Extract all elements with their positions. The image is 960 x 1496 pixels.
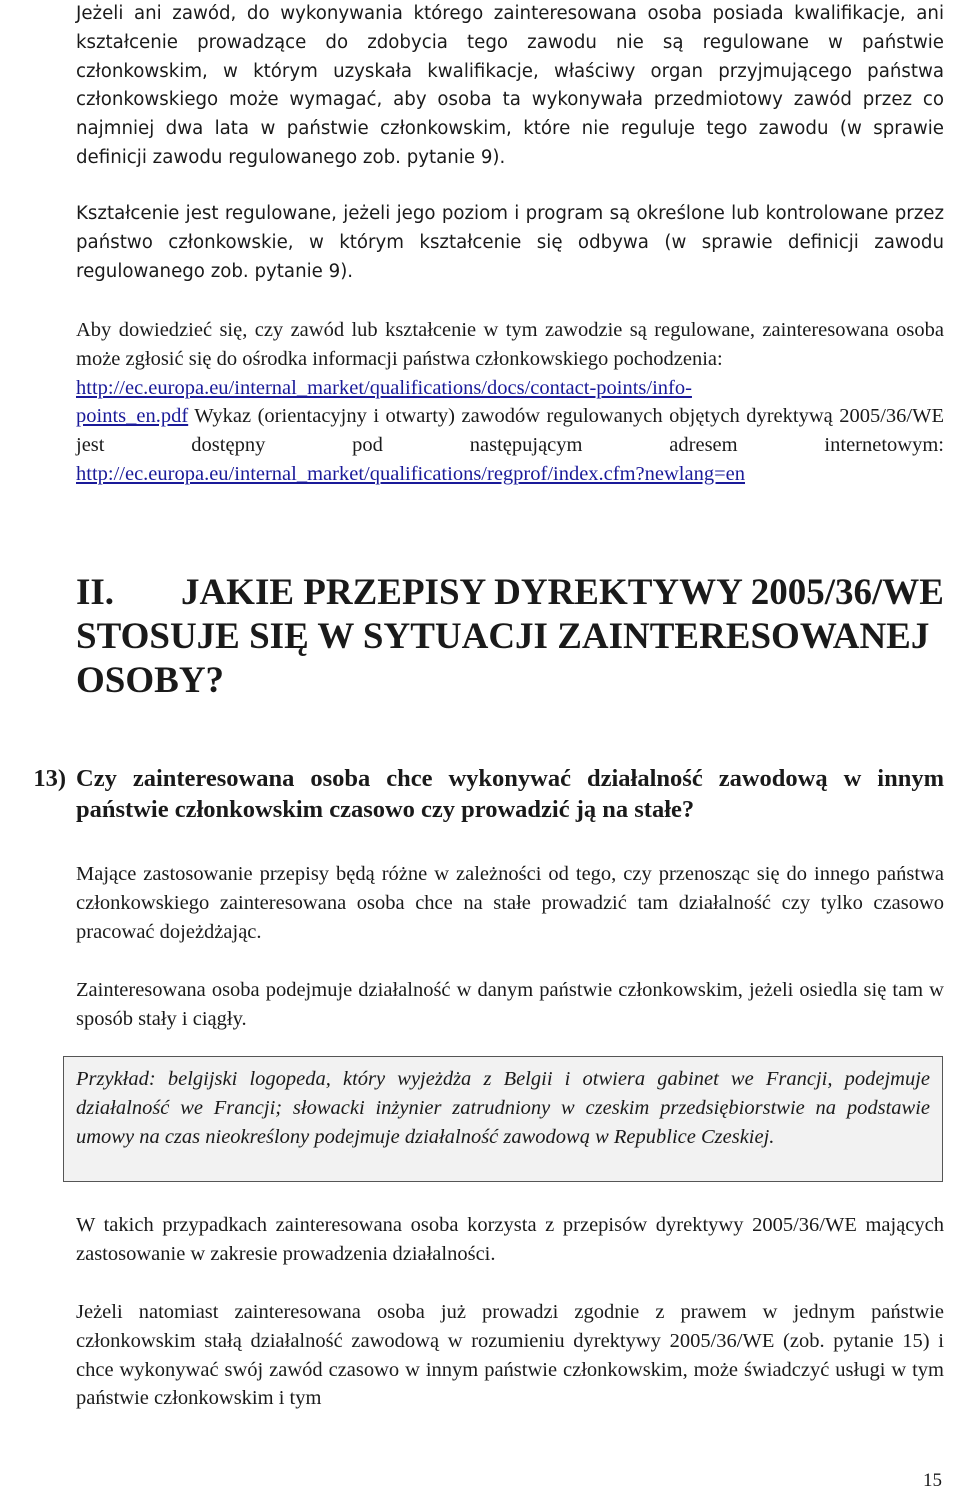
- section-title-line1: JAKIE PRZEPISY DYREKTYWY 2005/36/WE: [180, 572, 944, 613]
- paragraph-establishment-definition: Zainteresowana osoba podejmuje działalność w danym państwie członkowskim, jeżeli osiedla się tam w sposób stały i ciągły.: [76, 979, 944, 1030]
- paragraph-regulated-education: Kształcenie jest regulowane, jeżeli jego poziom i program są określone lub kontrolowane przez państwo członkowskie, w którym kształcenie się odbywa (w sprawie definicji zawodu regulowanego zob. pytanie 9).: [76, 203, 944, 282]
- example-box: [63, 1056, 943, 1182]
- information-centre-text: Aby dowiedzieć się, czy zawód lub kształcenie w tym zawodzie są regulowane, zainteresowana osoba może zgłosić się do ośrodka informacji państwa członkowskiego pochodzenia:: [76, 319, 944, 370]
- section-number: II.: [76, 572, 115, 613]
- question-title: Czy zainteresowana osoba chce wykonywać działalność zawodową w innym państwie członkowskim czasowo czy prowadzić ją na stałe?: [76, 765, 944, 823]
- question-number: 13): [33, 765, 66, 792]
- example-text: Przykład: belgijski logopeda, który wyjeżdża z Belgii i otwiera gabinet we Francji, podejmuje działalność we Francji; słowacki inżynier zatrudniony w czeskim przedsiębiorstwie na podstawie umowy na czas nieokreślony podejmuje działalność zawodową w Republice Czeskiej.: [76, 1068, 930, 1148]
- contact-points-link-line2[interactable]: points_en.pdf: [76, 405, 189, 428]
- paragraph-directive-provisions: W takich przypadkach zainteresowana osoba korzysta z przepisów dyrektywy 2005/36/WE mających zastosowanie w zakresie prowadzenia działalności.: [76, 1214, 944, 1265]
- page-number: 15: [923, 1470, 942, 1491]
- paragraph-qualification-requirement: Jeżeli ani zawód, do wykonywania którego zainteresowana osoba posiada kwalifikacje, ani kształcenie prowadzące do zdobycia tego zawodu nie są regulowane w państwie członkowskim, w którym uzyskała kwalifikacje, właściwy organ przyjmującego państwa członkowskiego może wymagać, aby osoba ta wykonywała przedmiotowy zawód przez co najmniej dwa lata w państwie członkowskim, które nie reguluje tego zawodu (w sprawie definicji zawodu regulowanego zob. pytanie 9).: [76, 3, 944, 168]
- section-title-line3: OSOBY?: [76, 660, 225, 701]
- regprof-database-link[interactable]: http://ec.europa.eu/internal_market/qualifications/regprof/index.cfm?newlang=en: [76, 462, 746, 485]
- contact-points-link-line1[interactable]: http://ec.europa.eu/internal_market/qualifications/docs/contact-points/info-: [76, 376, 692, 399]
- paragraph-temporary-services: Jeżeli natomiast zainteresowana osoba już prowadzi zgodnie z prawem w jednym państwie członkowskim stałą działalność zawodową w rozumieniu dyrektywy 2005/36/WE (zob. pytanie 15) i chce wykonywać swój zawód czasowo w innym państwie członkowskim, może świadczyć usługi w tym państwie członkowskim i tym: [76, 1301, 944, 1410]
- paragraph-information-centre: [76, 316, 944, 489]
- section-title: [76, 571, 944, 703]
- regulated-professions-list-text: Wykaz (orientacyjny i otwarty) zawodów regulowanych objętych dyrektywą 2005/36/WE jest dostępny pod następującym adresem internetowym:: [76, 405, 944, 457]
- paragraph-applicable-rules: Mające zastosowanie przepisy będą różne w zależności od tego, czy przenosząc się do innego państwa członkowskiego zainteresowana osoba chce na stałe prowadzić tam działalność czy tylko czasowo pracować dojeżdżając.: [76, 863, 944, 943]
- section-title-line2: STOSUJE SIĘ W SYTUACJI ZAINTERESOWANEJ: [76, 616, 930, 657]
